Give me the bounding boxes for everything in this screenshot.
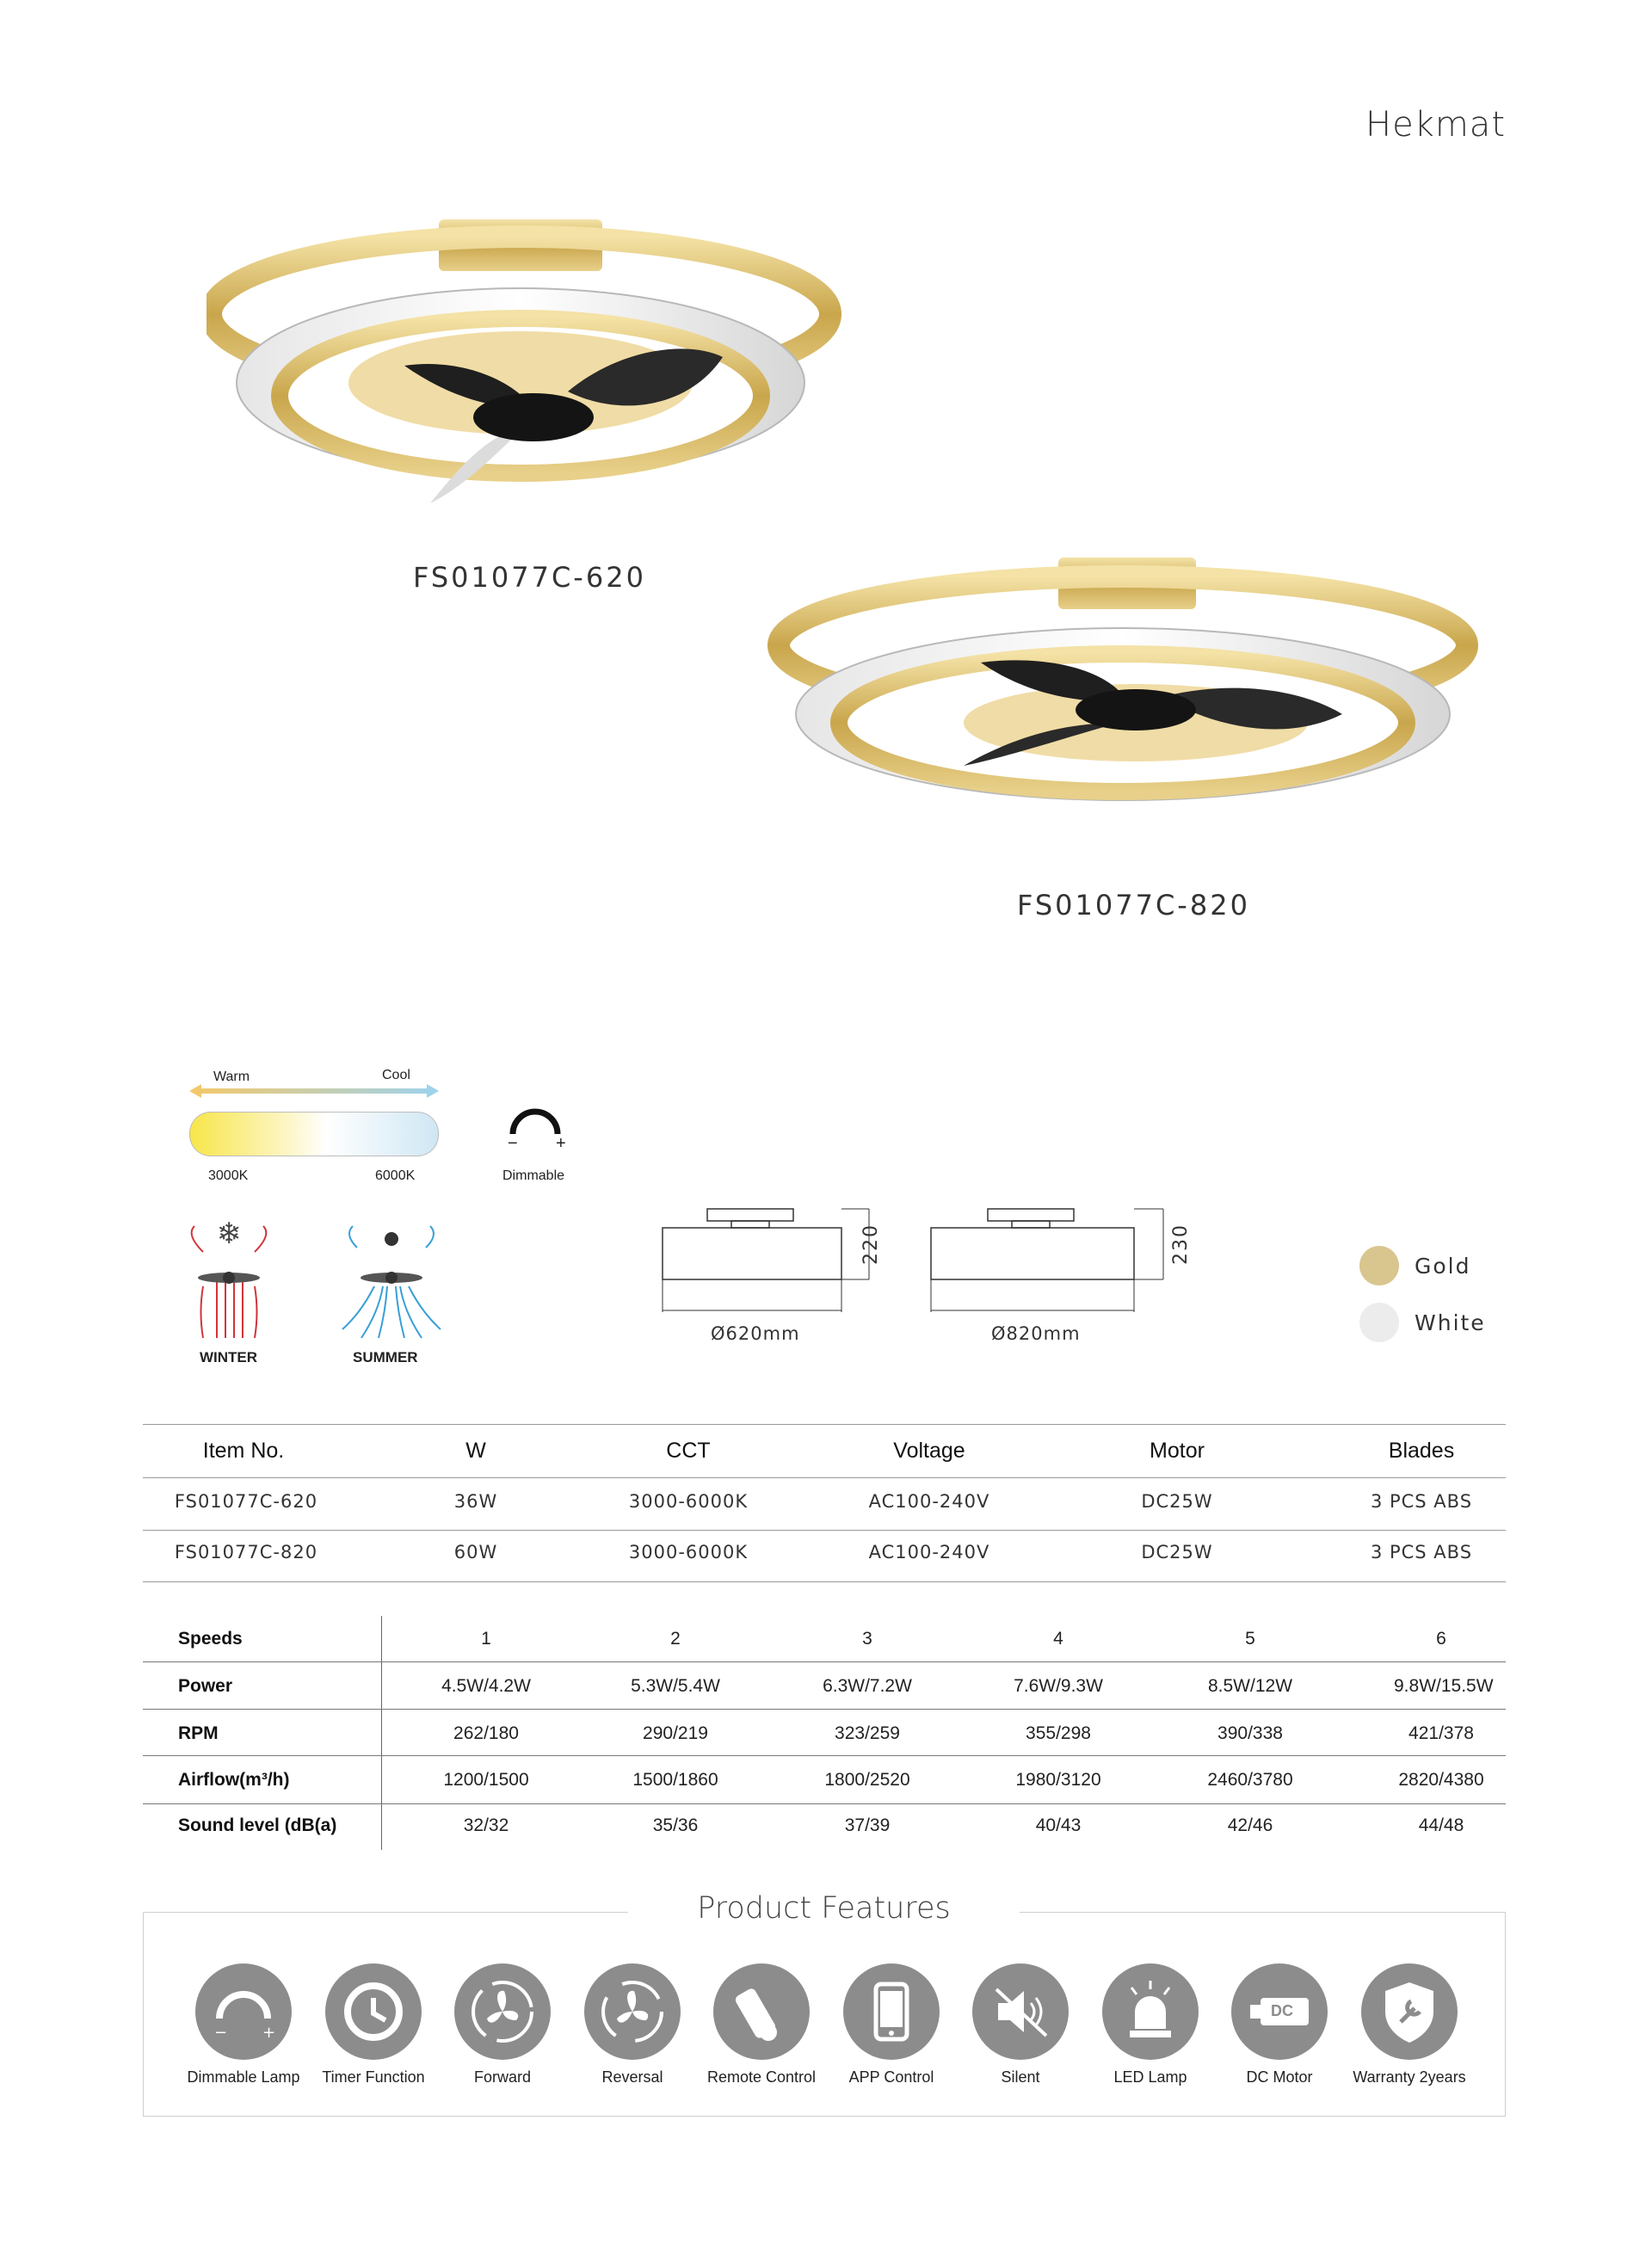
diameter-820: Ø820mm [991,1323,1081,1344]
speed-cell-r4-c4: 42/46 [1227,1815,1273,1835]
feature-label-9: Warranty 2years [1353,2068,1466,2086]
spec-r1-voltage: AC100-240V [868,1491,990,1512]
model-label-820: FS01077C-820 [1017,889,1250,922]
spec-r2-cct: 3000-6000K [628,1542,749,1563]
spec-r2-motor: DC25W [1141,1542,1213,1563]
dimension-drawing-820 [922,1200,1172,1329]
feature-label-3: Reversal [601,2068,663,2086]
speed-label-speeds: Speeds [178,1629,243,1649]
speed-cell-r0-c2: 3 [862,1629,872,1649]
speed-cell-r2-c0: 262/180 [453,1723,519,1743]
height-620: 220 [860,1224,882,1265]
speed-cell-r2-c1: 290/219 [643,1723,708,1743]
speed-cell-r3-c3: 1980/3120 [1015,1770,1101,1790]
spec-header-blades: Blades [1388,1439,1455,1463]
speed-cell-r1-c1: 5.3W/5.4W [631,1676,720,1696]
feature-label-2: Forward [473,2068,531,2086]
fan-image-820 [766,551,1480,835]
feature-label-6: Silent [1001,2068,1040,2086]
speed-cell-r3-c4: 2460/3780 [1207,1770,1293,1790]
color-white-label: White [1415,1310,1486,1335]
led-lamp-icon [1102,1963,1199,2060]
speed-cell-r2-c2: 323/259 [835,1723,900,1743]
speed-cell-r4-c2: 37/39 [844,1815,891,1835]
spec-header-w: W [465,1439,486,1463]
speed-cell-r0-c3: 4 [1053,1629,1063,1649]
speed-cell-r4-c3: 40/43 [1035,1815,1082,1835]
spec-header-cct: CCT [666,1439,711,1463]
spec-r1-blades: 3 PCS ABS [1370,1491,1473,1512]
spec-r1-item: FS01077C-620 [174,1491,318,1512]
dimmable-label: Dimmable [502,1168,565,1183]
speed-cell-r3-c1: 1500/1860 [632,1770,718,1790]
svg-text:−: − [214,2024,228,2042]
speed-cell-r2-c4: 390/338 [1217,1723,1283,1743]
spec-header-item: Item No. [202,1439,285,1463]
speed-cell-r1-c5: 9.8W/15.5W [1394,1676,1494,1696]
speed-cell-r3-c0: 1200/1500 [443,1770,529,1790]
cct-3000k: 3000K [208,1168,249,1183]
speed-cell-r0-c0: 1 [481,1629,491,1649]
speed-cell-r1-c2: 6.3W/7.2W [823,1676,912,1696]
brand-name: Hekmat [1365,105,1506,145]
speed-cell-r1-c3: 7.6W/9.3W [1014,1676,1103,1696]
timer-icon [325,1963,422,2060]
speed-cell-r4-c0: 32/32 [463,1815,509,1835]
dimmer-icon [195,1963,292,2060]
remote-icon [713,1963,810,2060]
feature-label-0: Dimmable Lamp [187,2068,300,2086]
dc-motor-icon [1231,1963,1328,2060]
speed-cell-r1-c0: 4.5W/4.2W [441,1676,531,1696]
features-title: Product Features [628,1891,1020,1926]
speed-cell-r4-c5: 44/48 [1418,1815,1464,1835]
feature-label-1: Timer Function [322,2068,425,2086]
phone-icon [843,1963,940,2060]
spec-r2-item: FS01077C-820 [174,1542,318,1563]
dc-badge-text: DC [1271,2002,1293,2019]
fan-reverse-icon [584,1963,681,2060]
cool-label: Cool [382,1068,410,1082]
cct-arrow [189,1082,439,1100]
speed-cell-r2-c5: 421/378 [1409,1723,1474,1743]
spec-r1-cct: 3000-6000K [628,1491,749,1512]
speed-cell-r3-c5: 2820/4380 [1398,1770,1484,1790]
diameter-620: Ø620mm [711,1323,800,1344]
svg-text:+: + [262,2024,276,2042]
spec-r2-blades: 3 PCS ABS [1370,1542,1473,1563]
speed-cell-r1-c4: 8.5W/12W [1207,1676,1293,1696]
speed-cell-r3-c2: 1800/2520 [824,1770,910,1790]
summer-label: SUMMER [353,1349,418,1365]
speed-label-rpm: RPM [178,1723,219,1743]
spec-header-motor: Motor [1150,1439,1205,1463]
speed-label-power: Power [178,1676,233,1696]
speed-label-sound: Sound level (dB(a) [178,1815,337,1835]
speed-cell-r2-c3: 355/298 [1026,1723,1091,1743]
winter-label: WINTER [200,1349,258,1365]
fan-image-620 [206,211,843,538]
spec-header-voltage: Voltage [893,1439,965,1463]
speed-cell-r0-c1: 2 [670,1629,681,1649]
dimmable-minus: − [508,1134,518,1153]
dimmable-plus: + [556,1134,566,1153]
model-label-620: FS01077C-620 [413,561,646,594]
swatch-gold [1359,1246,1399,1285]
feature-label-5: APP Control [848,2068,934,2086]
cct-gradient-bar [189,1112,439,1156]
spec-r2-w: 60W [453,1542,498,1563]
warranty-shield-icon [1361,1963,1458,2060]
warm-label: Warm [213,1069,250,1084]
spec-r1-w: 36W [453,1491,498,1512]
dimension-drawing-620 [654,1200,886,1329]
feature-label-8: DC Motor [1246,2068,1313,2086]
feature-label-7: LED Lamp [1113,2068,1187,2086]
fan-forward-icon [454,1963,551,2060]
spec-r1-motor: DC25W [1141,1491,1213,1512]
feature-label-4: Remote Control [706,2068,817,2086]
svg-text:❄: ❄ [216,1217,242,1251]
swatch-white [1359,1303,1399,1342]
height-820: 230 [1170,1224,1192,1265]
spec-r2-voltage: AC100-240V [868,1542,990,1563]
speed-label-airflow: Airflow(m³/h) [178,1770,290,1790]
summer-icon [336,1217,447,1342]
speed-cell-r0-c4: 5 [1245,1629,1255,1649]
cct-6000k: 6000K [375,1168,416,1183]
speed-cell-r0-c5: 6 [1436,1629,1446,1649]
color-gold-label: Gold [1415,1254,1471,1279]
speed-cell-r4-c1: 35/36 [652,1815,699,1835]
winter-icon [177,1217,280,1342]
mute-icon [972,1963,1069,2060]
